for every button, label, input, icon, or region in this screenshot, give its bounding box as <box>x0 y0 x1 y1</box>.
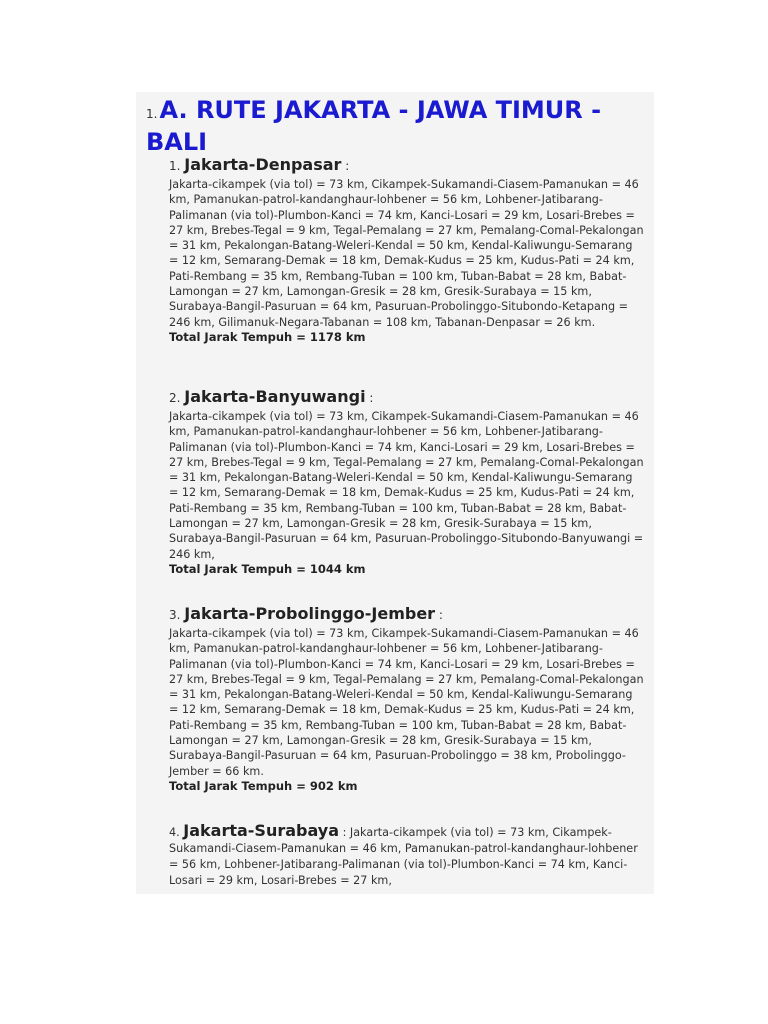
section-header <box>169 603 645 626</box>
section-colon: : <box>342 826 347 839</box>
section-title: Jakarta-Denpasar <box>184 155 342 174</box>
section-total: Total Jarak Tempuh = 1044 km <box>169 561 366 576</box>
section-title: Jakarta-Banyuwangi <box>184 387 366 406</box>
section-title: Jakarta-Surabaya <box>183 821 339 840</box>
document-page <box>136 92 654 894</box>
section-number: 2. <box>169 391 181 405</box>
section-number: 4. <box>169 826 180 839</box>
section-route-text: Jakarta-cikampek (via tol) = 73 km, Cikampek-Sukamandi-Ciasem-Pamanukan = 46 km, Pamanukan-patrol-kandanghaur-lohbener = 56 km, Lohbener-Jatibarang-Palimanan (via tol)-Plumbon-Kanci = 74 km, Kanci-Losari = 29 km, Losari-Brebes = 27 km, Brebes-Tegal = 9 km, Tegal-Pemalang = 27 km, Pemalang-Comal-Pekalongan = 31 km, Pekalongan-Batang-Weleri-Kendal = 50 km, Kendal-Kaliwungu-Semarang = 12 km, Semarang-Demak = 18 km, Demak-Kudus = 25 km, Kudus-Pati = 24 km, Pati-Rembang = 35 km, Rembang-Tuban = 100 km, Tuban-Babat = 28 km, Babat-Lamongan = 27 km, Lamongan-Gresik = 28 km, Gresik-Surabaya = 15 km, Surabaya-Bangil-Pasuruan = 64 km, Pasuruan-Probolinggo-Situbondo-Banyuwangi = 246 km, <box>169 410 644 561</box>
section-number: 3. <box>169 608 181 622</box>
section-colon: : <box>369 391 374 405</box>
section-inline-paragraph <box>169 823 645 889</box>
section-number: 1. <box>169 159 181 173</box>
section-colon: : <box>345 159 350 173</box>
section-total: Total Jarak Tempuh = 902 km <box>169 778 358 793</box>
section-header <box>169 154 645 177</box>
section-total: Total Jarak Tempuh = 1178 km <box>169 329 366 344</box>
route-section-banyuwangi <box>169 386 645 577</box>
section-route-text: Jakarta-cikampek (via tol) = 73 km, Cikampek-Sukamandi-Ciasem-Pamanukan = 46 km, Pamanukan-patrol-kandanghaur-lohbener = 56 km, Lohbener-Jatibarang-Palimanan (via tol)-Plumbon-Kanci = 74 km, Kanci-Losari = 29 km, Losari-Brebes = 27 km, <box>169 826 638 887</box>
page-heading <box>146 96 646 156</box>
section-title: Jakarta-Probolinggo-Jember <box>184 604 436 623</box>
section-header <box>169 386 645 409</box>
route-section-surabaya <box>169 823 645 889</box>
heading-title: A. RUTE JAKARTA - JAWA TIMUR - BALI <box>146 96 602 156</box>
route-section-jember <box>169 603 645 794</box>
section-route-text: Jakarta-cikampek (via tol) = 73 km, Cikampek-Sukamandi-Ciasem-Pamanukan = 46 km, Pamanukan-patrol-kandanghaur-lohbener = 56 km, Lohbener-Jatibarang-Palimanan (via tol)-Plumbon-Kanci = 74 km, Kanci-Losari = 29 km, Losari-Brebes = 27 km, Brebes-Tegal = 9 km, Tegal-Pemalang = 27 km, Pemalang-Comal-Pekalongan = 31 km, Pekalongan-Batang-Weleri-Kendal = 50 km, Kendal-Kaliwungu-Semarang = 12 km, Semarang-Demak = 18 km, Demak-Kudus = 25 km, Kudus-Pati = 24 km, Pati-Rembang = 35 km, Rembang-Tuban = 100 km, Tuban-Babat = 28 km, Babat-Lamongan = 27 km, Lamongan-Gresik = 28 km, Gresik-Surabaya = 15 km, Surabaya-Bangil-Pasuruan = 64 km, Pasuruan-Probolinggo-Situbondo-Ketapang = 246 km, Gilimanuk-Negara-Tabanan = 108 km, Tabanan-Denpasar = 26 km. <box>169 178 644 329</box>
section-colon: : <box>438 608 443 622</box>
route-section-denpasar <box>169 154 645 345</box>
section-route-text: Jakarta-cikampek (via tol) = 73 km, Cikampek-Sukamandi-Ciasem-Pamanukan = 46 km, Pamanukan-patrol-kandanghaur-lohbener = 56 km, Lohbener-Jatibarang-Palimanan (via tol)-Plumbon-Kanci = 74 km, Kanci-Losari = 29 km, Losari-Brebes = 27 km, Brebes-Tegal = 9 km, Tegal-Pemalang = 27 km, Pemalang-Comal-Pekalongan = 31 km, Pekalongan-Batang-Weleri-Kendal = 50 km, Kendal-Kaliwungu-Semarang = 12 km, Semarang-Demak = 18 km, Demak-Kudus = 25 km, Kudus-Pati = 24 km, Pati-Rembang = 35 km, Rembang-Tuban = 100 km, Tuban-Babat = 28 km, Babat-Lamongan = 27 km, Lamongan-Gresik = 28 km, Gresik-Surabaya = 15 km, Surabaya-Bangil-Pasuruan = 64 km, Pasuruan-Probolinggo = 38 km, Probolinggo-Jember = 66 km. <box>169 627 644 778</box>
heading-number: 1. <box>146 107 158 121</box>
